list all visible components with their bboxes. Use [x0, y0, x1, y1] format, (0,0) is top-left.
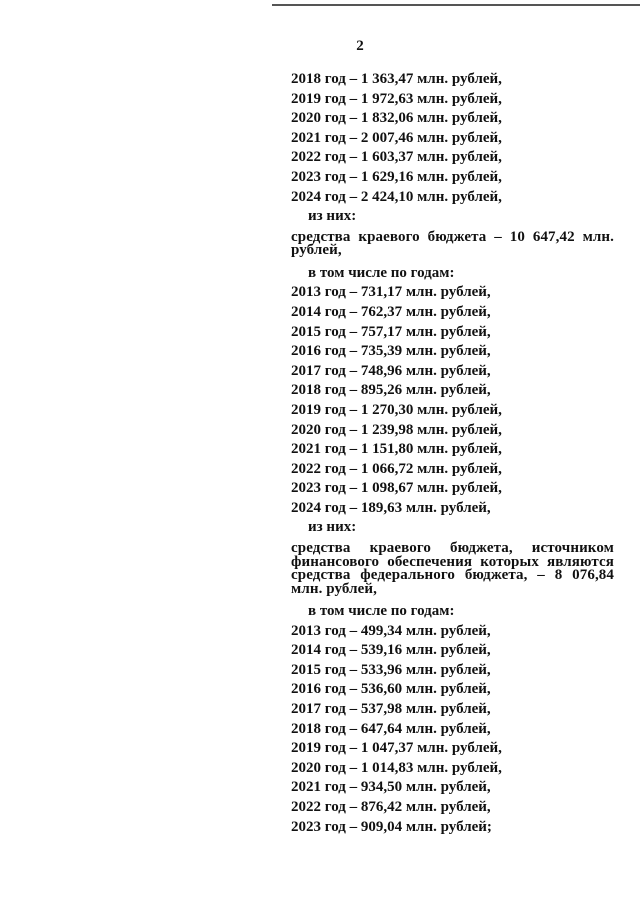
- funding-line: 2023 год – 1 629,16 млн. рублей,: [291, 168, 502, 185]
- funding-line: 2015 год – 533,96 млн. рублей,: [291, 661, 491, 678]
- funding-list-regional: [291, 283, 614, 518]
- regional-budget-paragraph: средства краевого бюджета – 10 647,42 млн. рублей,: [291, 228, 614, 259]
- header-rule: [272, 4, 640, 6]
- funding-line: 2021 год – 1 151,80 млн. рублей,: [291, 441, 502, 458]
- funding-line: 2022 год – 1 603,37 млн. рублей,: [291, 149, 502, 166]
- funding-line: 2023 год – 1 098,67 млн. рублей,: [291, 480, 502, 497]
- funding-line: 2021 год – 2 007,46 млн. рублей,: [291, 129, 502, 146]
- funding-line: 2019 год – 1 047,37 млн. рублей,: [291, 740, 502, 757]
- funding-line: 2015 год – 757,17 млн. рублей,: [291, 323, 491, 340]
- funding-line: 2018 год – 647,64 млн. рублей,: [291, 720, 491, 737]
- funding-list-federal: [291, 622, 614, 838]
- funding-line: 2024 год – 2 424,10 млн. рублей,: [291, 188, 502, 205]
- funding-line: 2021 год – 934,50 млн. рублей,: [291, 779, 491, 796]
- funding-line: 2022 год – 1 066,72 млн. рублей,: [291, 460, 502, 477]
- funding-line: 2018 год – 895,26 млн. рублей,: [291, 382, 491, 399]
- document-body: [291, 70, 614, 837]
- funding-line: 2017 год – 748,96 млн. рублей,: [291, 362, 491, 379]
- funding-line: 2024 год – 189,63 млн. рублей,: [291, 499, 491, 516]
- funding-line: 2016 год – 536,60 млн. рублей,: [291, 681, 491, 698]
- by-years-heading: в том числе по годам:: [308, 264, 455, 281]
- funding-line: 2014 год – 762,37 млн. рублей,: [291, 303, 491, 320]
- funding-line: 2019 год – 1 270,30 млн. рублей,: [291, 401, 502, 418]
- federal-source-paragraph: средства краевого бюджета, источником финансового обеспечения которых являются средства федерального бюджета, – 8 076,84 млн. рублей,: [291, 540, 614, 597]
- page-number: 2: [356, 38, 364, 54]
- funding-line: 2020 год – 1 014,83 млн. рублей,: [291, 759, 502, 776]
- of-them-heading: из них:: [308, 208, 357, 225]
- funding-line: 2018 год – 1 363,47 млн. рублей,: [291, 71, 502, 87]
- funding-line: 2020 год – 1 832,06 млн. рублей,: [291, 110, 502, 127]
- of-them-heading: из них:: [308, 519, 357, 536]
- funding-line: 2016 год – 735,39 млн. рублей,: [291, 343, 491, 360]
- funding-line: 2013 год – 731,17 млн. рублей,: [291, 284, 491, 301]
- funding-line: 2022 год – 876,42 млн. рублей,: [291, 799, 491, 815]
- funding-line: 2020 год – 1 239,98 млн. рублей,: [291, 421, 502, 438]
- funding-line: 2017 год – 537,98 млн. рублей,: [291, 701, 491, 718]
- funding-list-total: [291, 70, 614, 207]
- funding-line: 2014 год – 539,16 млн. рублей,: [291, 642, 491, 659]
- funding-line: 2019 год – 1 972,63 млн. рублей,: [291, 90, 502, 107]
- funding-line: 2013 год – 499,34 млн. рублей,: [291, 622, 491, 639]
- funding-line: 2023 год – 909,04 млн. рублей;: [291, 818, 492, 835]
- by-years-heading: в том числе по годам:: [308, 603, 455, 620]
